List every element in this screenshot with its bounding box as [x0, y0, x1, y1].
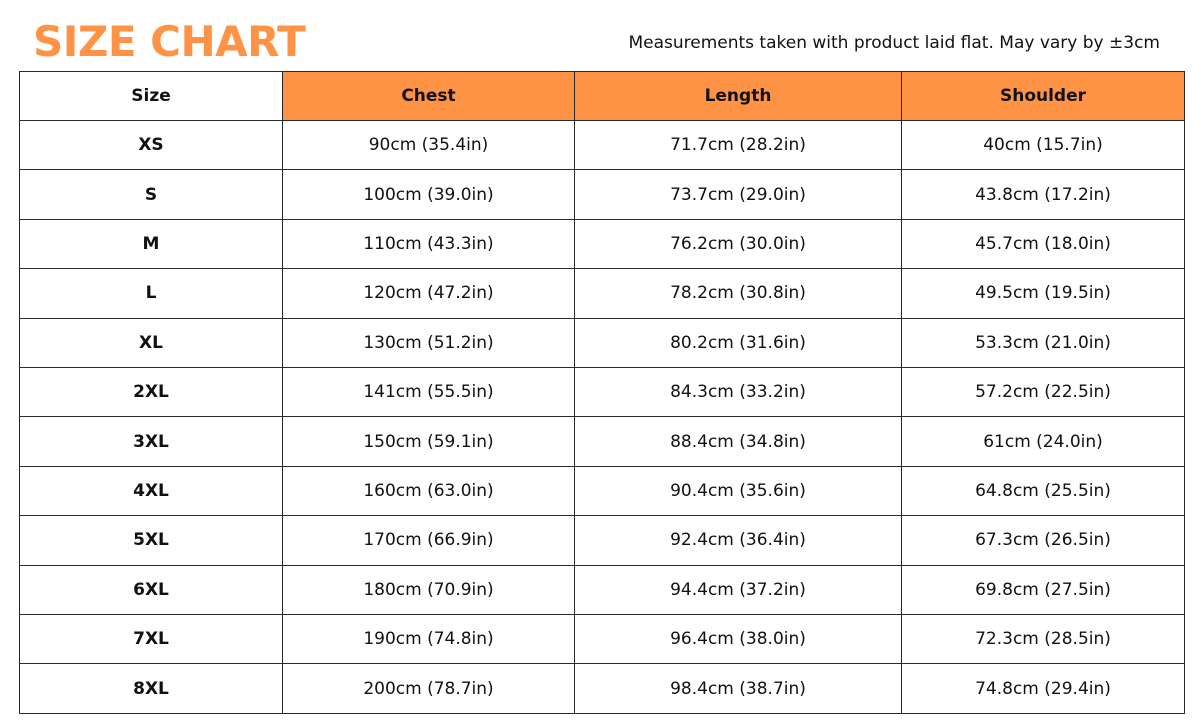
- measurement-note: Measurements taken with product laid flat. May vary by ±3cm: [628, 33, 1160, 53]
- size-cell: XL: [20, 318, 283, 367]
- length-cell: 73.7cm (29.0in): [575, 170, 902, 219]
- chest-cell: 120cm (47.2in): [283, 269, 575, 318]
- header-chest: Chest: [283, 72, 575, 121]
- length-cell: 90.4cm (35.6in): [575, 466, 902, 515]
- chest-cell: 160cm (63.0in): [283, 466, 575, 515]
- length-cell: 92.4cm (36.4in): [575, 516, 902, 565]
- length-cell: 78.2cm (30.8in): [575, 269, 902, 318]
- header-shoulder: Shoulder: [902, 72, 1185, 121]
- chest-cell: 130cm (51.2in): [283, 318, 575, 367]
- chest-cell: 141cm (55.5in): [283, 368, 575, 417]
- shoulder-cell: 64.8cm (25.5in): [902, 466, 1185, 515]
- chest-cell: 100cm (39.0in): [283, 170, 575, 219]
- shoulder-cell: 69.8cm (27.5in): [902, 565, 1185, 614]
- chest-cell: 110cm (43.3in): [283, 219, 575, 268]
- shoulder-cell: 49.5cm (19.5in): [902, 269, 1185, 318]
- length-cell: 98.4cm (38.7in): [575, 664, 902, 714]
- table-row: [20, 466, 1185, 515]
- table-row: [20, 664, 1185, 714]
- chest-cell: 90cm (35.4in): [283, 121, 575, 170]
- chest-cell: 170cm (66.9in): [283, 516, 575, 565]
- size-cell: 7XL: [20, 615, 283, 664]
- shoulder-cell: 74.8cm (29.4in): [902, 664, 1185, 714]
- size-cell: S: [20, 170, 283, 219]
- table-row: [20, 417, 1185, 466]
- shoulder-cell: 61cm (24.0in): [902, 417, 1185, 466]
- size-cell: 8XL: [20, 664, 283, 714]
- size-cell: 5XL: [20, 516, 283, 565]
- table-row: [20, 368, 1185, 417]
- table-row: [20, 516, 1185, 565]
- size-cell: M: [20, 219, 283, 268]
- header-length: Length: [575, 72, 902, 121]
- length-cell: 88.4cm (34.8in): [575, 417, 902, 466]
- chest-cell: 190cm (74.8in): [283, 615, 575, 664]
- length-cell: 80.2cm (31.6in): [575, 318, 902, 367]
- chest-cell: 180cm (70.9in): [283, 565, 575, 614]
- page-title: SIZE CHART: [33, 17, 306, 66]
- shoulder-cell: 43.8cm (17.2in): [902, 170, 1185, 219]
- table-row: [20, 615, 1185, 664]
- size-cell: 2XL: [20, 368, 283, 417]
- size-cell: 3XL: [20, 417, 283, 466]
- table-row: [20, 565, 1185, 614]
- size-cell: XS: [20, 121, 283, 170]
- length-cell: 96.4cm (38.0in): [575, 615, 902, 664]
- chest-cell: 200cm (78.7in): [283, 664, 575, 714]
- shoulder-cell: 40cm (15.7in): [902, 121, 1185, 170]
- table-row: [20, 170, 1185, 219]
- shoulder-cell: 57.2cm (22.5in): [902, 368, 1185, 417]
- shoulder-cell: 53.3cm (21.0in): [902, 318, 1185, 367]
- table-body: [20, 121, 1185, 714]
- length-cell: 71.7cm (28.2in): [575, 121, 902, 170]
- header-size: Size: [20, 72, 283, 121]
- chest-cell: 150cm (59.1in): [283, 417, 575, 466]
- size-cell: L: [20, 269, 283, 318]
- size-table: [19, 71, 1185, 714]
- length-cell: 84.3cm (33.2in): [575, 368, 902, 417]
- table-row: [20, 318, 1185, 367]
- shoulder-cell: 45.7cm (18.0in): [902, 219, 1185, 268]
- length-cell: 94.4cm (37.2in): [575, 565, 902, 614]
- shoulder-cell: 67.3cm (26.5in): [902, 516, 1185, 565]
- table-row: [20, 269, 1185, 318]
- table-row: [20, 219, 1185, 268]
- length-cell: 76.2cm (30.0in): [575, 219, 902, 268]
- table-row: [20, 121, 1185, 170]
- size-cell: 4XL: [20, 466, 283, 515]
- header-row: [20, 72, 1185, 121]
- size-cell: 6XL: [20, 565, 283, 614]
- shoulder-cell: 72.3cm (28.5in): [902, 615, 1185, 664]
